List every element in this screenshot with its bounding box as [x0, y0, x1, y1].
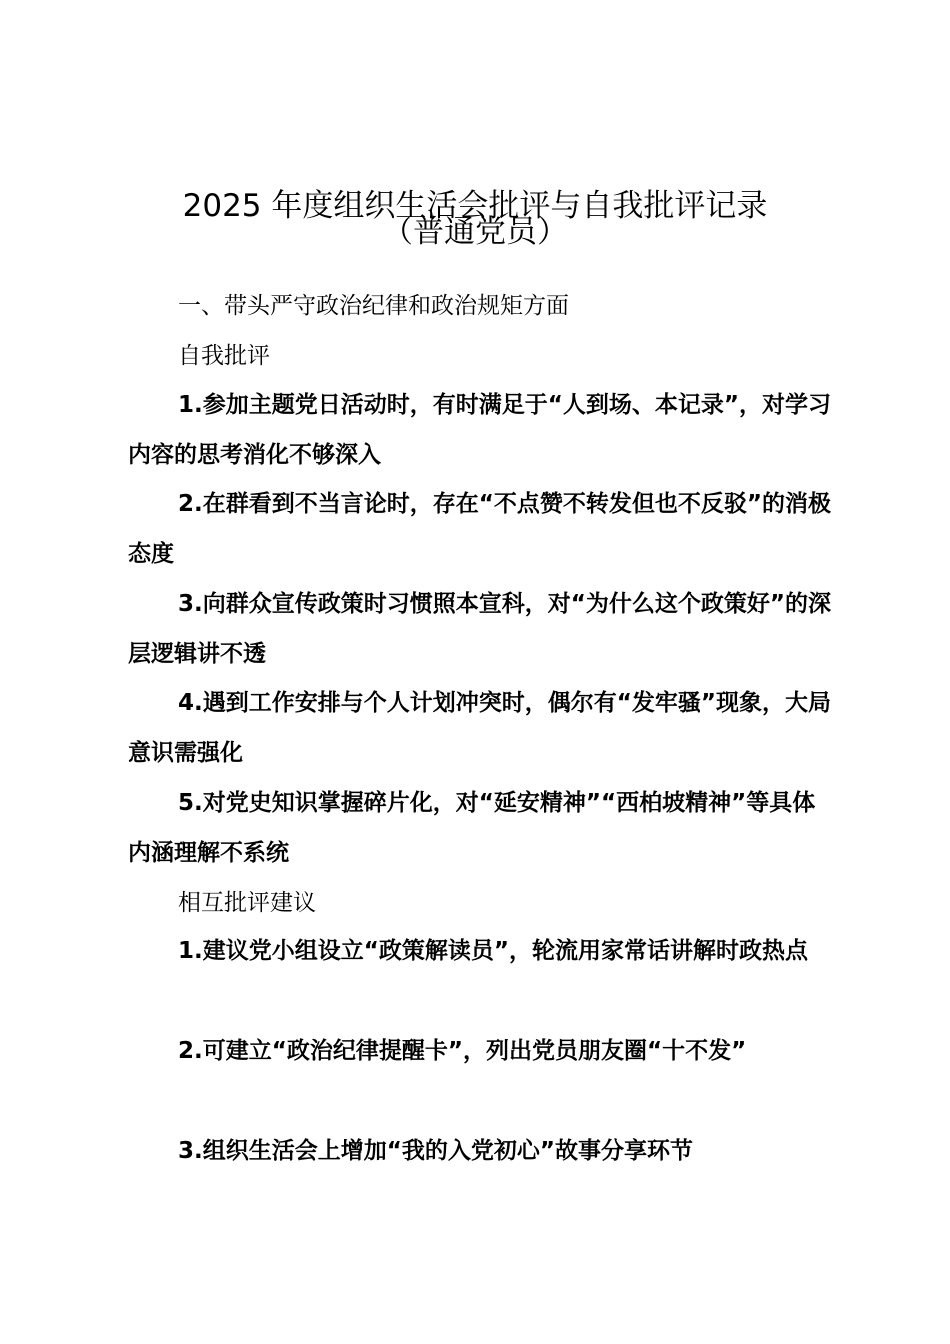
self-criticism-item: 2.在群看到不当言论时，存在“不点赞不转发但也不反驳”的消极态度	[128, 491, 831, 567]
self-criticism-label: 自我批评	[178, 343, 270, 369]
self-criticism-item: 5.对党史知识掌握碎片化，对“延安精神”“西柏坡精神”等具体内涵理解不系统	[128, 790, 816, 866]
document-title: 2025 年度组织生活会批评与自我批评记录	[182, 188, 768, 224]
document-subtitle: （普通党员）	[382, 214, 568, 250]
mutual-criticism-item: 2.可建立“政治纪律提醒卡”，列出党员朋友圈“十不发”	[178, 1038, 747, 1064]
mutual-criticism-item: 1.建议党小组设立“政策解读员”，轮流用家常话讲解时政热点	[178, 938, 808, 964]
mutual-criticism-item: 3.组织生活会上增加“我的入党初心”故事分享环节	[178, 1138, 693, 1164]
self-criticism-item: 4.遇到工作安排与个人计划冲突时，偶尔有“发牢骚”现象，大局意识需强化	[128, 690, 831, 766]
self-criticism-item: 3.向群众宣传政策时习惯照本宣科，对“为什么这个政策好”的深层逻辑讲不透	[128, 591, 831, 667]
self-criticism-item: 1.参加主题党日活动时，有时满足于“人到场、本记录”，对学习内容的思考消化不够深入	[128, 392, 831, 468]
mutual-criticism-label: 相互批评建议	[178, 890, 316, 916]
section-heading: 一、带头严守政治纪律和政治规矩方面	[178, 293, 569, 319]
